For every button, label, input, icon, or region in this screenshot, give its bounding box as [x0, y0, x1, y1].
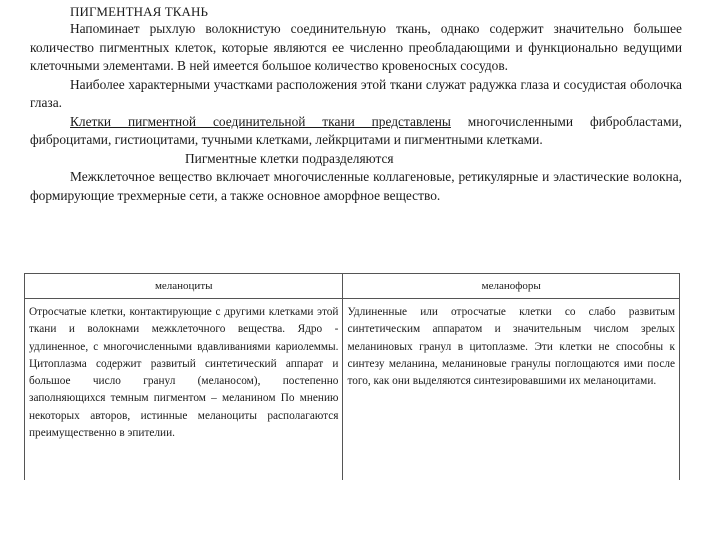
paragraph-cells-rest: многочисленными фибробластами, фиброцитами, гистиоцитами, тучными клетками, лейкрцитами и пигментными клетками.: [30, 113, 682, 147]
paragraph-cells: [30, 113, 682, 150]
subheading: Пигментные клетки подразделяются: [185, 150, 394, 166]
table-header-melanophores: меланофоры: [343, 274, 680, 299]
pigment-cells-table: [24, 273, 680, 480]
page-title: ПИГМЕНТНАЯ ТКАНЬ: [70, 4, 209, 19]
paragraph-description: Напоминает рыхлую волокнистую соединительную ткань, однако содержит значительно большее количество пигментных клеток, которые являются ее численно преобладающими и функционально ведущими клеточными элементами. В ней имеется большое количество кровеносных сосудов.: [30, 21, 682, 73]
table-header-melanocytes: меланоциты: [25, 274, 343, 299]
table-cell-melanocytes: Отросчатые клетки, контактирующие с другими клетками этой ткани и волокнами межклеточного вещества. Ядро - удлиненное, с многочисленными вдавливаниями кариолеммы. Цитоплазма содержит развитый синтетический аппарат и большое число гранул (меланосом), постепенно заполняющихся темным пигментом – меланином По мнению некоторых авторов, истинные меланоциты располагаются преимущественно в эпителии.: [25, 299, 343, 481]
underlined-phrase: Клетки пигментной соединительной ткани представлены: [70, 113, 451, 129]
paragraph-intercellular: Межклеточное вещество включает многочисленные коллагеновые, ретикулярные и эластические волокна, формирующие трехмерные сети, а также основное аморфное вещество.: [30, 169, 682, 203]
paragraph-location: Наиболее характерными участками расположения этой ткани служат радужка глаза и сосудистая оболочка глаза.: [30, 76, 682, 110]
table-row: [25, 299, 680, 481]
document-page: [30, 0, 682, 205]
table-cell-melanophores: Удлиненные или отросчатые клетки со слабо развитым синтетическим аппаратом и значительным числом зрелых меланиновых гранул в цитоплазме. Эти клетки не способны к синтезу меланина, меланиновые гранулы поглощаются ими после того, как они выделяются синтезировавшими их меланоцитами.: [343, 299, 680, 481]
